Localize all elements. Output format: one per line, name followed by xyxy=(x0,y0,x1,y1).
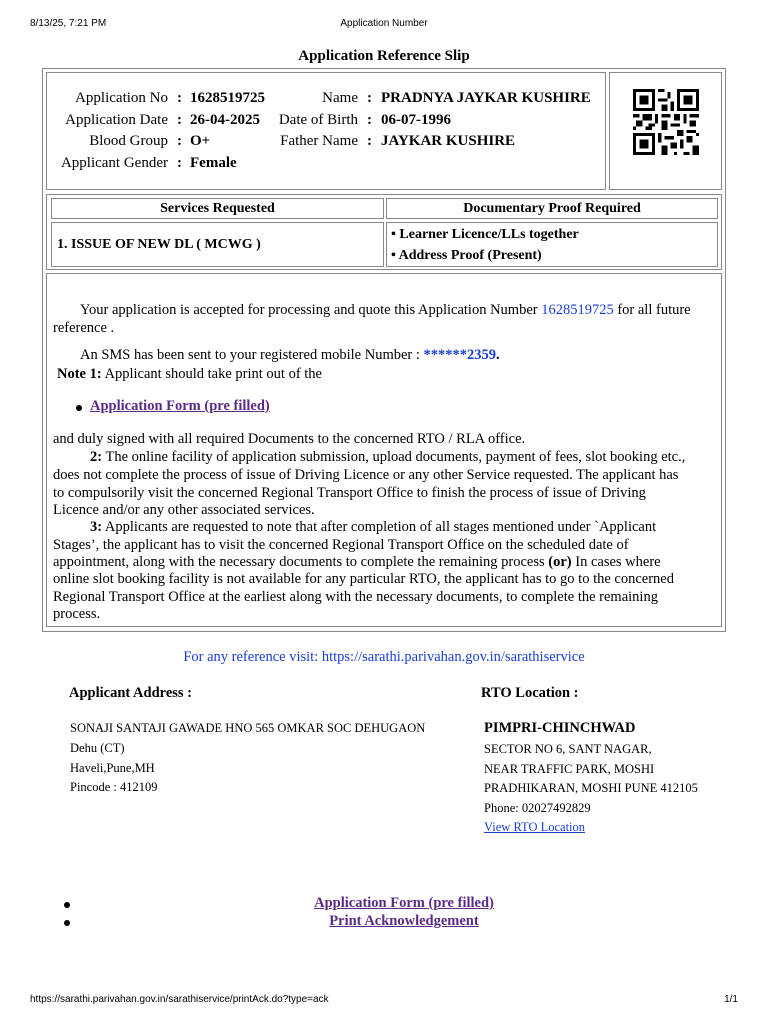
page-count: 1/1 xyxy=(724,994,738,1005)
dob-label: Date of Birth xyxy=(278,112,358,128)
print-page-title: Application Number xyxy=(340,18,428,29)
proof-item: • Learner Licence/LLs together xyxy=(391,227,579,242)
address-line: Haveli,Pune,MH xyxy=(70,761,155,775)
proof-header: Documentary Proof Required xyxy=(463,201,641,216)
note1-text: Applicant should take print out of the xyxy=(104,366,322,382)
father-name-value: JAYKAR KUSHIRE xyxy=(381,133,516,149)
app-date-value: 26-04-2025 xyxy=(190,112,260,128)
bottom-application-form-link[interactable]: Application Form (pre filled) xyxy=(314,895,494,911)
services-header: Services Requested xyxy=(160,201,275,216)
father-name-label: Father Name xyxy=(280,133,358,149)
app-date-colon: : xyxy=(177,112,182,128)
proof-item: • Address Proof (Present) xyxy=(391,248,542,263)
name-label: Name xyxy=(322,90,358,106)
note1-label: Note 1: xyxy=(57,366,102,382)
rto-address-line: NEAR TRAFFIC PARK, MOSHI xyxy=(484,762,655,776)
gender-colon: : xyxy=(177,155,182,171)
father-name-colon: : xyxy=(367,133,372,149)
rto-address-line: PRADHIKARAN, MOSHI PUNE 412105 xyxy=(484,781,698,795)
gender-label: Applicant Gender xyxy=(60,155,168,171)
app-no-value: 1628519725 xyxy=(190,90,265,106)
note3-line4: online slot booking facility is not available for any particular RTO, the applicant has to go to the concerned xyxy=(53,571,674,587)
sms-text xyxy=(80,347,500,365)
accepted-text-b: for all future xyxy=(617,302,691,318)
note2-line3: to compulsorily visit the concerned Regional Transport Office to finish the process of issue of Driving xyxy=(53,485,646,501)
note2-line2: does not complete the process of issue of Driving Licence or any other Service requested. The applicant has xyxy=(53,467,679,483)
address-line: SONAJI SANTAJI GAWADE HNO 565 OMKAR SOC DEHUGAON xyxy=(70,721,426,735)
note2-line1 xyxy=(90,449,685,467)
note1 xyxy=(57,366,322,384)
after-link-text: and duly signed with all required Documents to the concerned RTO / RLA office. xyxy=(53,431,526,447)
reference-url-text: For any reference visit: https://sarathi.parivahan.gov.in/sarathiservice xyxy=(183,649,585,665)
rto-phone: Phone: 02027492829 xyxy=(484,801,591,815)
bullet-icon xyxy=(76,405,82,411)
page-url: https://sarathi.parivahan.gov.in/sarathiservice/printAck.do?type=ack xyxy=(30,994,329,1005)
app-no-colon: : xyxy=(177,90,182,106)
print-datetime: 8/13/25, 7:21 PM xyxy=(30,18,107,29)
blood-group-value: O+ xyxy=(190,133,211,149)
note3-line3-a: appointment, along with the necessary documents to complete the remaining process xyxy=(53,554,545,570)
view-rto-location-link[interactable]: View RTO Location xyxy=(484,820,586,834)
name-colon: : xyxy=(367,90,372,106)
qr-code-icon xyxy=(633,87,699,157)
note2-label: 2: xyxy=(90,449,103,465)
service-item: 1. ISSUE OF NEW DL ( MCWG ) xyxy=(57,237,261,252)
note3-line3 xyxy=(53,554,661,572)
accepted-text-a: Your application is accepted for processing and quote this Application Number xyxy=(80,302,538,318)
masked-mobile-number: ******2359 xyxy=(423,347,497,363)
dob-value: 06-07-1996 xyxy=(381,112,451,128)
app-date-label: Application Date xyxy=(65,112,168,128)
note2-line4: Licence and/or any other associated services. xyxy=(53,502,315,518)
application-number-highlight: 1628519725 xyxy=(541,302,614,318)
applicant-address-heading: Applicant Address : xyxy=(69,685,193,701)
note3-or: (or) xyxy=(548,554,572,570)
note3-line6: process. xyxy=(53,606,101,622)
print-acknowledgement-link[interactable]: Print Acknowledgement xyxy=(329,913,479,929)
slip-title: Application Reference Slip xyxy=(298,48,470,64)
rto-name: PIMPRI-CHINCHWAD xyxy=(484,720,636,736)
blood-group-colon: : xyxy=(177,133,182,149)
rto-address-line: SECTOR NO 6, SANT NAGAR, xyxy=(484,742,652,756)
note3-line1 xyxy=(90,519,656,537)
app-no-label: Application No xyxy=(75,90,168,106)
address-line: Dehu (CT) xyxy=(70,741,125,755)
accepted-text xyxy=(80,302,691,320)
note2-text: The online facility of application submission, upload documents, payment of fees, slot booking etc., xyxy=(105,449,686,465)
application-form-link[interactable]: Application Form (pre filled) xyxy=(90,398,270,414)
address-pincode: Pincode : 412109 xyxy=(70,780,158,794)
sms-label: An SMS has been sent to your registered mobile Number : xyxy=(80,347,420,363)
reference-text: reference . xyxy=(53,320,115,336)
rto-location-heading: RTO Location : xyxy=(481,685,579,701)
gender-value: Female xyxy=(190,155,237,171)
note3-line2: Stages’, the applicant has to visit the concerned Regional Transport Office on the scheduled date of xyxy=(53,537,629,553)
note3-label: 3: xyxy=(90,519,103,535)
blood-group-label: Blood Group xyxy=(89,133,168,149)
note3-text: Applicants are requested to note that after completion of all stages mentioned under `Applicant xyxy=(104,519,657,535)
dob-colon: : xyxy=(367,112,372,128)
note3-line3-b: In cases where xyxy=(575,554,661,570)
name-value: PRADNYA JAYKAR KUSHIRE xyxy=(381,90,591,106)
sms-dot: . xyxy=(496,347,500,363)
note3-line5: Regional Transport Office at the earliest along with the necessary documents, to complete the remaining xyxy=(53,589,658,605)
